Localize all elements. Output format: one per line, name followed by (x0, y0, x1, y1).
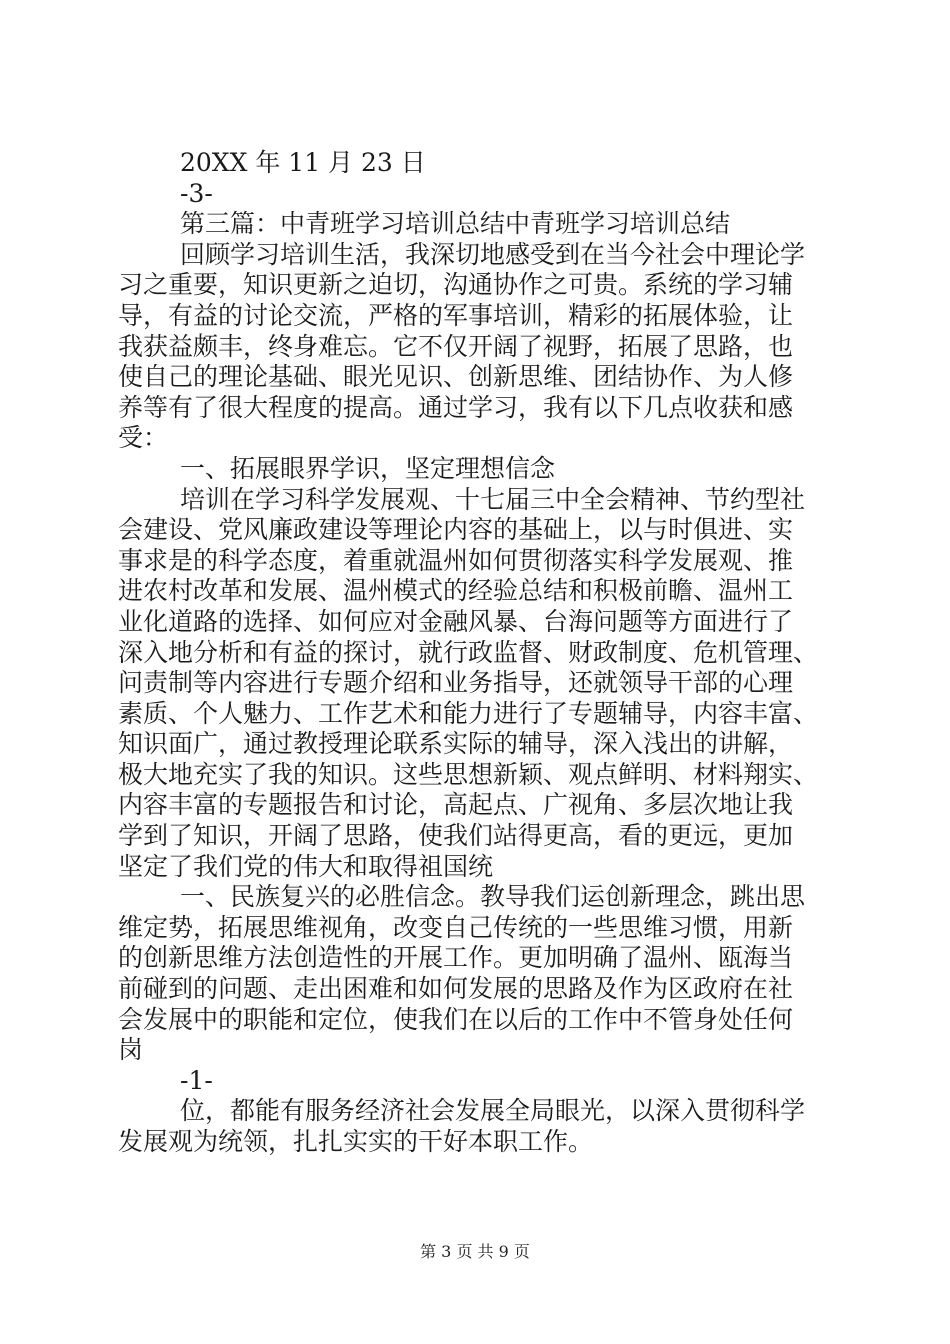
document-body (118, 148, 838, 1158)
text-line: 内容丰富的专题报告和讨论，高起点、广视角、多层次地让我 (118, 790, 794, 820)
paragraph-2 (118, 485, 838, 883)
text-line: 进农村改革和发展、温州模式的经验总结和积极前瞻、温州工 (118, 576, 794, 606)
text-line: 维定势，拓展思维视角，改变自己传统的一些思维习惯，用新 (118, 912, 794, 942)
text-line: 岗 (118, 1035, 144, 1065)
text-line: 导，有益的讨论交流，严格的军事培训，精彩的拓展体验，让 (118, 300, 794, 330)
text-line: 我获益颇丰，终身难忘。它不仅开阔了视野，拓展了思路，也 (118, 331, 794, 361)
text-line: 会建设、党风廉政建设等理论内容的基础上，以与时俱进、实 (118, 515, 794, 545)
text-line: 的创新思维方法创造性的开展工作。更加明确了温州、瓯海当 (118, 943, 794, 973)
paragraph-4 (118, 1096, 838, 1157)
page-marker-mid: -1- (180, 1065, 213, 1095)
text-line: 习之重要，知识更新之迫切，沟通协作之可贵。系统的学习辅 (118, 270, 794, 300)
text-line: 培训在学习科学发展观、十七届三中全会精神、节约型社 (180, 484, 806, 514)
text-line: 业化道路的选择、如何应对金融风暴、台海问题等方面进行了 (118, 606, 794, 636)
text-line: 问责制等内容进行专题介绍和业务指导，还就领导干部的心理 (118, 668, 794, 698)
text-line: 素质、个人魅力、工作艺术和能力进行了专题辅导，内容丰富、 (118, 698, 819, 728)
text-line: 一、民族复兴的必胜信念。教导我们运创新理念，跳出思 (180, 882, 806, 912)
text-line: 养等有了很大程度的提高。通过学习，我有以下几点收获和感 (118, 392, 794, 422)
text-line: 前碰到的问题、走出困难和如何发展的思路及作为区政府在社 (118, 974, 794, 1004)
text-line: 坚定了我们党的伟大和取得祖国统 (118, 851, 494, 881)
text-line: 极大地充实了我的知识。这些思想新颖、观点鲜明、材料翔实、 (118, 759, 819, 789)
text-line: 学到了知识，开阔了思路，使我们站得更高，看的更远，更加 (118, 821, 794, 851)
section-heading: 一、拓展眼界学识，坚定理想信念 (180, 453, 556, 483)
page-footer: 第 3 页 共 9 页 (420, 1242, 530, 1261)
text-line: 知识面广，通过教授理论联系实际的辅导，深入浅出的讲解， (118, 729, 794, 759)
text-line: 受： (118, 423, 169, 453)
paragraph-3 (118, 882, 838, 1066)
text-line: 位，都能有服务经济社会发展全局眼光，以深入贯彻科学 (180, 1096, 806, 1126)
text-line: 深入地分析和有益的探讨，就行政监督、财政制度、危机管理、 (118, 637, 819, 667)
document-title: 第三篇：中青班学习培训总结中青班学习培训总结 (180, 209, 731, 239)
text-line: 事求是的科学态度，着重就温州如何贯彻落实科学发展观、推 (118, 545, 794, 575)
page-marker-top: -3- (180, 178, 213, 208)
text-line: 发展观为统领，扎扎实实的干好本职工作。 (118, 1127, 594, 1156)
text-line: 会发展中的职能和定位，使我们在以后的工作中不管身处任何 (118, 1004, 794, 1034)
date-line: 20XX 年 11 月 23 日 (180, 148, 426, 177)
paragraph-1 (118, 240, 838, 454)
text-line: 回顾学习培训生活，我深切地感受到在当今社会中理论学 (180, 239, 806, 269)
text-line: 使自己的理论基础、眼光见识、创新思维、团结协作、为人修 (118, 362, 794, 392)
